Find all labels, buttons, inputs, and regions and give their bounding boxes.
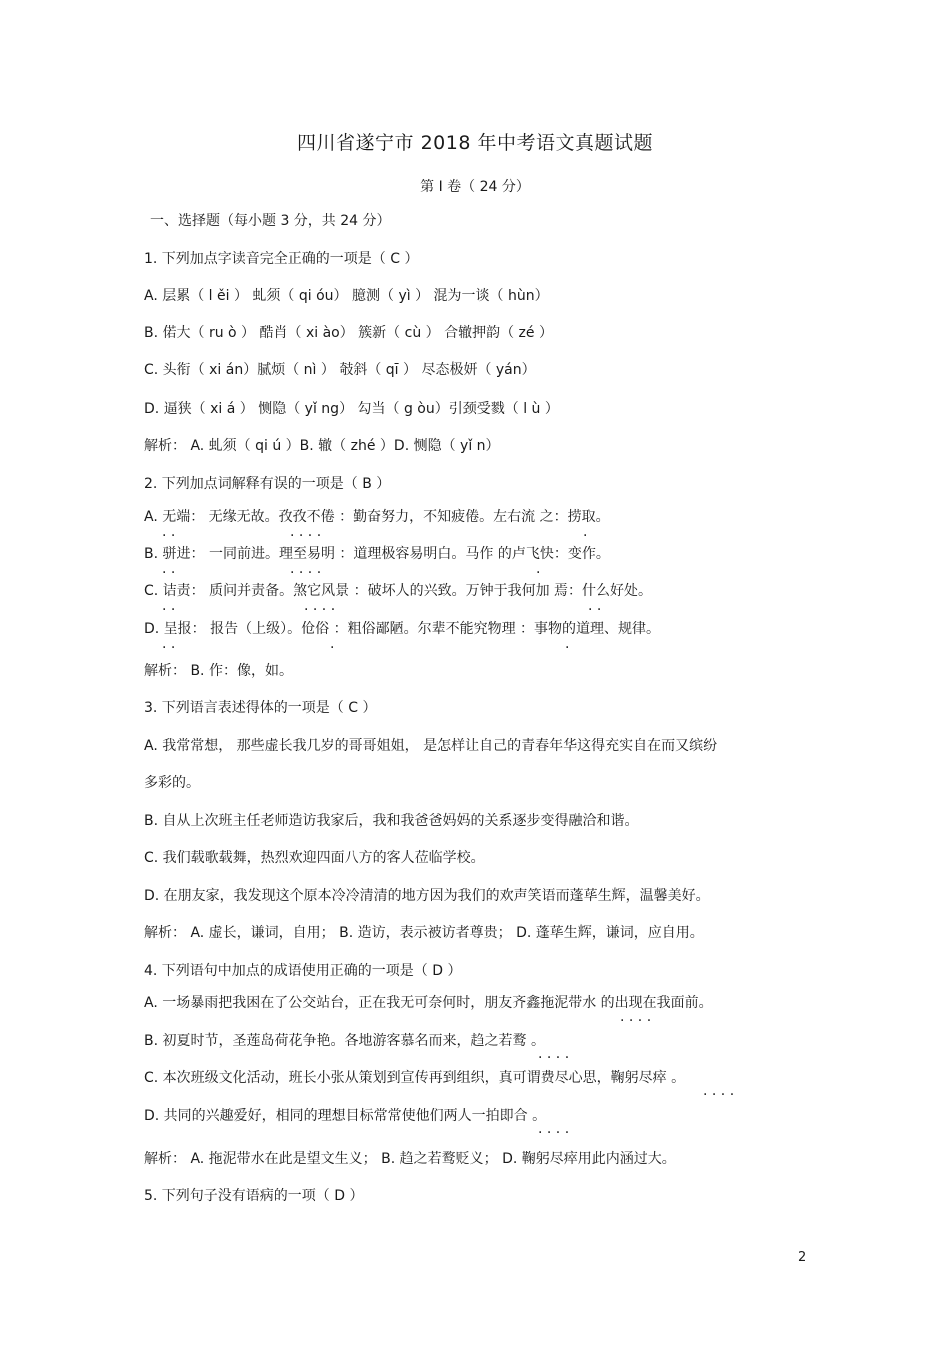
q2-option-d: D. 呈报： 报告（上级）。伧俗 ：粗俗鄙陋。尔辈不能究物理 ：事物的道理、规律。 [144,621,661,637]
q1-option-d: D. 逼狭（ xi á ） 恻隐（ yǐ ng） 勾当（ g òu）引颈受戮（ l ù ） [144,401,559,417]
emphasis-dots: . . [588,598,602,614]
question-2: 2. 下列加点词解释有误的一项是（ B ） [144,476,391,492]
emphasis-dots: . . [162,561,176,577]
question-5: 5. 下列句子没有语病的一项（ D ） [144,1188,364,1204]
emphasis-dots: . . [162,636,176,652]
emphasis-dots: . . . . [538,1046,570,1062]
q1-option-a: A. 层累（ l ěi ） 虬须（ qi óu） 臆测（ yì ） 混为一谈（ hùn） [144,288,549,304]
q3-option-d: D. 在朋友家，我发现这个原本冷冷清清的地方因为我们的欢声笑语而蓬荜生辉，温馨美好。 [144,888,710,904]
emphasis-dots: . [565,636,570,652]
q4-option-d: D. 共同的兴趣爱好，相同的理想目标常常使他们两人一拍即合 。 [144,1108,547,1124]
q3-option-a: A. 我常常想， 那些虚长我几岁的哥哥姐姐， 是怎样让自己的青春年华这得充实自在而又缤纷 [144,738,718,754]
emphasis-dots: . [583,524,588,540]
question-1: 1. 下列加点字读音完全正确的一项是（ C ） [144,251,419,267]
q2-option-c: C. 诘责： 质问并责备。煞它风景 ：破坏人的兴致。万钟于我何加 焉：什么好处。 [144,583,653,599]
emphasis-dots: . [536,561,541,577]
q1-option-b: B. 偌大（ ru ò ） 酷肖（ xi ào） 簇新（ cù ） 合辙押韵（ zé ） [144,325,553,341]
page-title: 四川省遂宁市 2018 年中考语文真题试题 [297,132,653,154]
q1-analysis: 解析： A. 虬须（ qi ú ）B. 辙（ zhé ）D. 恻隐（ yǐ n） [144,438,500,454]
q2-option-a: A. 无端： 无缘无故。孜孜不倦 ：勤奋努力，不知疲倦。左右流 之：捞取。 [144,509,610,525]
section-heading: 一、选择题（每小题 3 分，共 24 分） [150,213,391,229]
volume-heading: 第 I 卷（ 24 分） [420,179,530,195]
q2-analysis: 解析： B. 作：像，如。 [144,663,293,679]
q4-option-c: C. 本次班级文化活动，班长小张从策划到宣传再到组织，真可谓费尽心思，鞠躬尽瘁 。 [144,1070,686,1086]
q4-option-b: B. 初夏时节，圣莲岛荷花争艳。各地游客慕名而来，趋之若鹜 。 [144,1033,545,1049]
page-number: 2 [798,1250,807,1265]
q4-analysis: 解析： A. 拖泥带水在此是望文生义； B. 趋之若鹜贬义； D. 鞠躬尽瘁用此内涵过大。 [144,1151,676,1167]
q3-option-c: C. 我们载歌载舞，热烈欢迎四面八方的客人莅临学校。 [144,850,485,866]
emphasis-dots: . . [162,598,176,614]
q2-option-b: B. 骈进： 一同前进。理至易明 ：道理极容易明白。马作 的卢飞快：变作。 [144,546,610,562]
question-3: 3. 下列语言表述得体的一项是（ C ） [144,700,377,716]
question-4: 4. 下列语句中加点的成语使用正确的一项是（ D ） [144,963,462,979]
emphasis-dots: . . . . [290,561,322,577]
q3-option-b: B. 自从上次班主任老师造访我家后，我和我爸爸妈妈的关系逐步变得融洽和谐。 [144,813,639,829]
emphasis-dots: . . . . [620,1009,652,1025]
q4-option-a: A. 一场暴雨把我困在了公交站台，正在我无可奈何时，朋友齐鑫拖泥带水 的出现在我面前。 [144,995,713,1011]
emphasis-dots: . [330,636,335,652]
q3-analysis: 解析： A. 虚长，谦词，自用； B. 造访，表示被访者尊贵； D. 蓬荜生辉，谦词，应自用。 [144,925,704,941]
emphasis-dots: . . . . [290,524,322,540]
q3-option-a-cont: 多彩的。 [144,775,200,791]
emphasis-dots: . . [162,524,176,540]
emphasis-dots: . . . . [703,1083,735,1099]
q1-option-c: C. 头衔（ xi án）腻烦（ nì ） 攲斜（ qī ） 尽态极妍（ yán） [144,362,536,378]
emphasis-dots: . . . . [304,598,336,614]
emphasis-dots: . . . . [538,1121,570,1137]
